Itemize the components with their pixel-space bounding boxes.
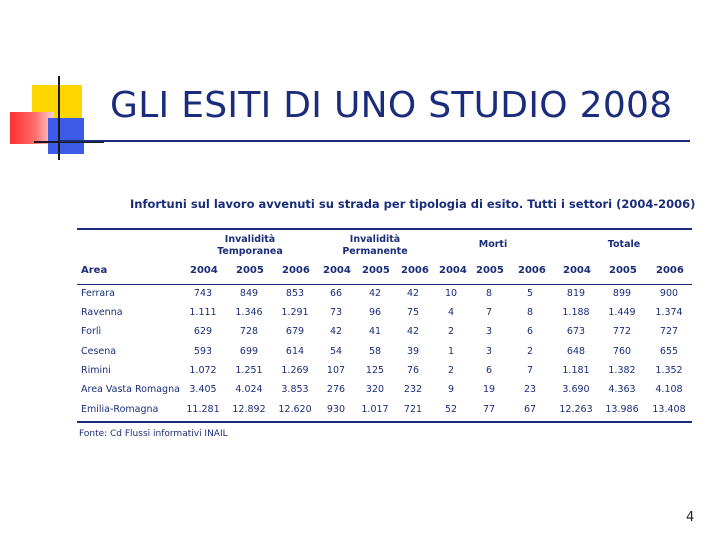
table-cell: 7 — [526, 365, 534, 376]
table-cell: 9 — [447, 384, 455, 395]
table-cell: 13.986 — [605, 404, 639, 415]
year-header: 2006 — [518, 265, 546, 276]
table-cell: 13.408 — [652, 404, 686, 415]
table-cell: 1.269 — [281, 365, 309, 376]
group-header-totale: Totale — [607, 239, 641, 250]
year-header: 2006 — [656, 265, 684, 276]
table-cell: 107 — [326, 365, 346, 376]
table-cell: 6 — [485, 365, 493, 376]
blue-square-shape — [48, 118, 84, 154]
table-cell: 54 — [329, 346, 343, 357]
row-label: Emilia-Romagna — [81, 404, 159, 415]
table-cell: 629 — [193, 326, 213, 337]
table-cell: 819 — [566, 288, 586, 299]
vertical-line-shape — [58, 76, 60, 160]
table-cell: 655 — [659, 346, 679, 357]
table-cell: 3.405 — [189, 384, 217, 395]
row-label: Ravenna — [81, 307, 123, 318]
table-cell: 1.291 — [281, 307, 309, 318]
table-cell: 8 — [485, 288, 493, 299]
page-number: 4 — [686, 510, 695, 525]
table-cell: 73 — [329, 307, 343, 318]
table-cell: 42 — [406, 326, 420, 337]
table-cell: 42 — [406, 288, 420, 299]
table-cell: 75 — [406, 307, 420, 318]
table-cell: 42 — [329, 326, 343, 337]
table-cell: 67 — [523, 404, 537, 415]
table-cell: 6 — [526, 326, 534, 337]
table-cell: 96 — [368, 307, 382, 318]
table-cell: 721 — [403, 404, 423, 415]
table-cell: 3.853 — [281, 384, 309, 395]
group-header-invalidita-temporanea — [205, 234, 295, 258]
title-divider — [60, 140, 690, 142]
table-cell: 232 — [403, 384, 423, 395]
table-cell: 1.352 — [655, 365, 683, 376]
table-cell: 4 — [447, 307, 455, 318]
year-header: 2004 — [439, 265, 467, 276]
table-bottom-rule — [77, 421, 692, 423]
table-cell: 42 — [368, 288, 382, 299]
table-top-rule — [77, 228, 692, 230]
table-cell: 727 — [659, 326, 679, 337]
slide-logo-decoration — [0, 0, 110, 170]
table-cell: 7 — [485, 307, 493, 318]
table-cell: 1.251 — [235, 365, 263, 376]
table-cell: 673 — [566, 326, 586, 337]
row-label: Ferrara — [81, 288, 115, 299]
table-cell: 1.072 — [189, 365, 217, 376]
table-cell: 1.346 — [235, 307, 263, 318]
table-cell: 743 — [193, 288, 213, 299]
table-cell: 2 — [447, 365, 455, 376]
group-header-invalidita-permanente — [330, 234, 420, 258]
table-cell: 52 — [444, 404, 458, 415]
table-cell: 5 — [526, 288, 534, 299]
area-column-header: Area — [81, 265, 108, 276]
table-cell: 679 — [285, 326, 305, 337]
table-cell: 2 — [447, 326, 455, 337]
table-cell: 3.690 — [562, 384, 590, 395]
year-header: 2005 — [476, 265, 504, 276]
table-cell: 4.024 — [235, 384, 263, 395]
table-cell: 39 — [406, 346, 420, 357]
table-cell: 849 — [239, 288, 259, 299]
row-label: Forlì — [81, 326, 102, 337]
year-header: 2004 — [190, 265, 218, 276]
table-cell: 2 — [526, 346, 534, 357]
group-header-line: Invalidità — [224, 234, 276, 245]
table-cell: 614 — [285, 346, 305, 357]
table-cell: 23 — [523, 384, 537, 395]
table-cell: 320 — [365, 384, 385, 395]
table-header-rule — [77, 284, 692, 285]
group-header-morti: Morti — [478, 239, 508, 250]
row-label: Area Vasta Romagna — [81, 384, 180, 395]
table-cell: 77 — [482, 404, 496, 415]
table-cell: 4.108 — [655, 384, 683, 395]
table-cell: 3 — [485, 346, 493, 357]
table-cell: 593 — [193, 346, 213, 357]
table-cell: 1 — [447, 346, 455, 357]
table-cell: 1.382 — [608, 365, 636, 376]
table-cell: 125 — [365, 365, 385, 376]
table-cell: 1.111 — [189, 307, 217, 318]
group-header-line: Invalidità — [349, 234, 401, 245]
table-cell: 900 — [659, 288, 679, 299]
year-header: 2005 — [362, 265, 390, 276]
table-cell: 699 — [239, 346, 259, 357]
table-cell: 12.263 — [559, 404, 593, 415]
table-cell: 4.363 — [608, 384, 636, 395]
table-cell: 12.892 — [232, 404, 266, 415]
table-cell: 728 — [239, 326, 259, 337]
row-label: Cesena — [81, 346, 117, 357]
group-header-line: Temporanea — [217, 246, 283, 257]
slide-title: GLI ESITI DI UNO STUDIO 2008 — [110, 85, 673, 126]
table-cell: 3 — [485, 326, 493, 337]
table-cell: 648 — [566, 346, 586, 357]
table-cell: 19 — [482, 384, 496, 395]
table-cell: 930 — [326, 404, 346, 415]
year-header: 2004 — [563, 265, 591, 276]
year-header: 2004 — [323, 265, 351, 276]
table-cell: 10 — [444, 288, 458, 299]
table-cell: 58 — [368, 346, 382, 357]
table-cell: 76 — [406, 365, 420, 376]
table-cell: 1.188 — [562, 307, 590, 318]
year-header: 2005 — [609, 265, 637, 276]
table-cell: 760 — [612, 346, 632, 357]
table-cell: 11.281 — [186, 404, 220, 415]
table-cell: 772 — [612, 326, 632, 337]
table-cell: 276 — [326, 384, 346, 395]
table-cell: 853 — [285, 288, 305, 299]
table-cell: 1.181 — [562, 365, 590, 376]
table-cell: 41 — [368, 326, 382, 337]
table-cell: 1.017 — [361, 404, 389, 415]
table-cell: 1.374 — [655, 307, 683, 318]
year-header: 2006 — [282, 265, 310, 276]
table-title: Infortuni sul lavoro avvenuti su strada per tipologia di esito. Tutti i settori (2004-2006) — [130, 197, 696, 211]
year-header: 2005 — [236, 265, 264, 276]
table-source: Fonte: Cd Flussi informativi INAIL — [79, 429, 228, 439]
table-cell: 899 — [612, 288, 632, 299]
table-cell: 1.449 — [608, 307, 636, 318]
group-header-line: Permanente — [342, 246, 408, 257]
year-header: 2006 — [401, 265, 429, 276]
row-label: Rimini — [81, 365, 111, 376]
table-cell: 66 — [329, 288, 343, 299]
table-cell: 12.620 — [278, 404, 312, 415]
table-cell: 8 — [526, 307, 534, 318]
